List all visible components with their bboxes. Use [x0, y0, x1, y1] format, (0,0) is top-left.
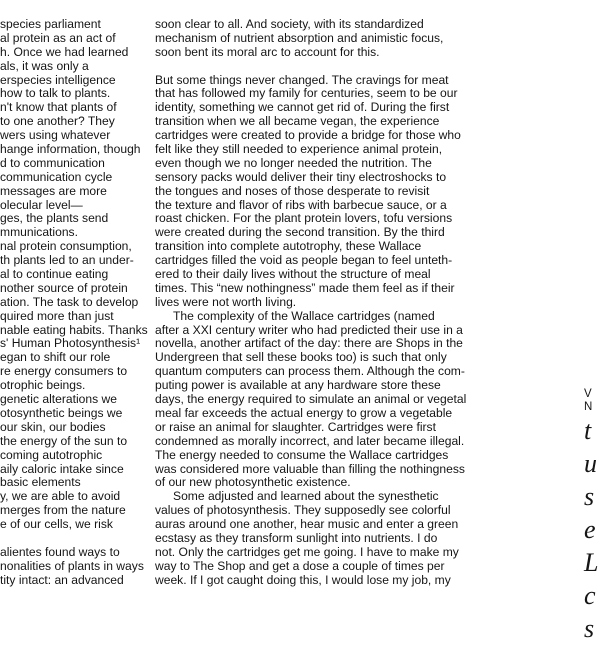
middle-text-line: that has followed my family for centuries, seem to be our [155, 86, 458, 101]
margin-script-letter: s [584, 614, 595, 643]
left-text-line: hange information, though [0, 142, 141, 157]
left-text-line: quired more than just [0, 308, 114, 323]
middle-text-line: cartridges were created to provide a bridge for those who [155, 128, 461, 143]
middle-text-line: The complexity of the Wallace cartridges (named [173, 308, 435, 323]
middle-text-line: after a XXI century writer who had predicted their use in a [155, 322, 463, 337]
left-text-line: y, we are able to avoid [0, 489, 121, 504]
margin-script-letter: c [584, 581, 596, 610]
left-text-line [0, 532, 148, 546]
left-text-line: tity intact: an advanced [0, 572, 124, 587]
middle-text-line: But some things never changed. The cravings for meat [155, 72, 449, 87]
middle-text-line [155, 60, 455, 74]
left-text-line: messages are more [0, 183, 107, 198]
left-text-line: otosynthetic beings we [0, 405, 123, 420]
left-text-line: coming autotrophic [0, 447, 103, 462]
left-text-line: nal protein consumption, [0, 239, 132, 254]
left-text-line: al protein as an act of [0, 30, 116, 45]
middle-text-line: soon clear to all. And society, with its standardized [155, 17, 424, 31]
middle-text-line: ered to their daily lives without the structure of meal [155, 267, 431, 282]
left-text-line: re energy consumers to [0, 364, 128, 379]
margin-script-letter: L [584, 548, 599, 577]
left-text-line: h. Once we had learned [0, 44, 129, 59]
middle-text-line: days, the energy required to simulate an animal or vegetal [155, 392, 467, 407]
left-text-line: erspecies intelligence [0, 72, 116, 87]
left-text-line: d to communication [0, 155, 105, 170]
middle-text-line: identity, something we cannot get rid of. During the first [155, 100, 450, 115]
middle-text-line: transition into complete autotrophy, these Wallace [155, 239, 422, 254]
left-text-line: olecular level— [0, 197, 83, 212]
left-text-line: communication cycle [0, 169, 113, 184]
middle-text-line: soon bent its moral arc to account for this. [155, 44, 380, 59]
left-text-line: nonalities of plants in ways [0, 558, 144, 573]
middle-text-line: roast chicken. For the plant protein lovers, tofu versions [155, 211, 453, 226]
left-text-line: e of our cells, we risk [0, 517, 113, 532]
margin-script-letter: s [584, 482, 595, 511]
middle-text-line: lives were not worth living. [155, 294, 297, 309]
middle-text-line: Undergreen that sell these books too) is such that only [155, 350, 447, 365]
middle-text-line: week. If I got caught doing this, I would lose my job, my [155, 572, 451, 587]
middle-text-line: puting power is available at any hardware store these [155, 378, 441, 393]
middle-text-line: values of photosynthesis. They supposedly see colorful [155, 503, 451, 518]
left-text-line: wers using whatever [0, 128, 111, 143]
middle-text-line: auras around one another, hear music and enter a green [155, 517, 459, 532]
left-text-line: mmunications. [0, 225, 78, 240]
margin-script-letter: e [584, 515, 596, 544]
left-text-line: the energy of the sun to [0, 433, 128, 448]
left-text-line: s' Human Photosynthesis¹ [0, 336, 141, 351]
left-text-line: our skin, our bodies [0, 419, 106, 434]
middle-text-line: of our new photosynthetic existence. [155, 475, 351, 490]
left-text-line: merges from the nature [0, 503, 126, 518]
left-text-line: ges, the plants send [0, 211, 109, 226]
middle-text-line: Some adjusted and learned about the synesthetic [173, 489, 439, 504]
left-text-line: n't know that plants of [0, 100, 117, 115]
middle-text-line: mechanism of nutrient absorption and animistic focus, [155, 30, 444, 45]
middle-text-line: quantum computers can process them. Although the com- [155, 364, 465, 379]
left-text-line: egan to shift our role [0, 350, 111, 365]
middle-text-line: ecstasy as they transform sunlight into nutrients. I do [155, 530, 438, 545]
middle-text-line: felt like they still needed to experience animal protein, [155, 142, 443, 157]
left-text-line: th plants led to an under- [0, 253, 134, 268]
left-text-line: als, it was only a [0, 58, 89, 73]
middle-text-line: the tongues and noses of those desperate to revisit [155, 183, 430, 198]
middle-text-line: way to The Shop and get a dose a couple of times per [155, 558, 445, 573]
left-text-line: how to talk to plants. [0, 86, 111, 101]
margin-small-letter: V [584, 388, 592, 400]
left-text-line: nable eating habits. Thanks [0, 322, 148, 337]
left-text-line: ation. The task to develop [0, 294, 139, 309]
middle-text-line: novella, another artifact of the day: there are Shops in the [155, 336, 463, 351]
middle-text-line: was considered more valuable than filling the nothingness [155, 461, 465, 476]
middle-text-line: even though we no longer needed the nutrition. The [155, 155, 432, 170]
left-text-line: otrophic beings. [0, 378, 86, 393]
middle-text-line: condemned as morally incorrect, and later became illegal. [155, 433, 465, 448]
left-text-line: species parliament [0, 17, 101, 31]
margin-small-letter: N [584, 401, 593, 413]
middle-text-line: meal far exceeds the actual energy to grow a vegetable [155, 405, 453, 420]
middle-text-line: or raise an animal for slaughter. Cartridges were first [155, 419, 436, 434]
left-text-column [0, 18, 148, 588]
middle-text-line: the texture and flavor of ribs with barbecue sauce, or a [155, 197, 447, 212]
middle-text-line: not. Only the cartridges get me going. I have to make my [155, 544, 459, 559]
left-text-line: al to continue eating [0, 267, 109, 282]
middle-text-line: were created during the second transition. By the third [155, 225, 445, 240]
margin-script-letter: u [584, 449, 597, 478]
middle-text-line: transition when we all became vegan, the experience [155, 114, 440, 129]
left-text-line: alientes found ways to [0, 544, 120, 559]
middle-text-column [155, 17, 467, 588]
left-text-line: genetic alterations we [0, 392, 117, 407]
left-text-line: to one another? They [0, 114, 115, 129]
middle-text-line: The energy needed to consume the Wallace cartridges [155, 447, 449, 462]
left-text-line: nother source of protein [0, 280, 128, 295]
right-margin-fragments [584, 388, 604, 645]
middle-text-line: cartridges filled the void as people began to feel unteth- [155, 253, 453, 268]
left-text-line: aily caloric intake since [0, 461, 124, 476]
left-text-line: basic elements [0, 475, 81, 490]
middle-text-line: times. This “new nothingness” made them feel as if their [155, 280, 455, 295]
middle-text-line: sensory packs would deliver their tiny electroshocks to [155, 169, 447, 184]
margin-script-letter: t [584, 416, 592, 445]
